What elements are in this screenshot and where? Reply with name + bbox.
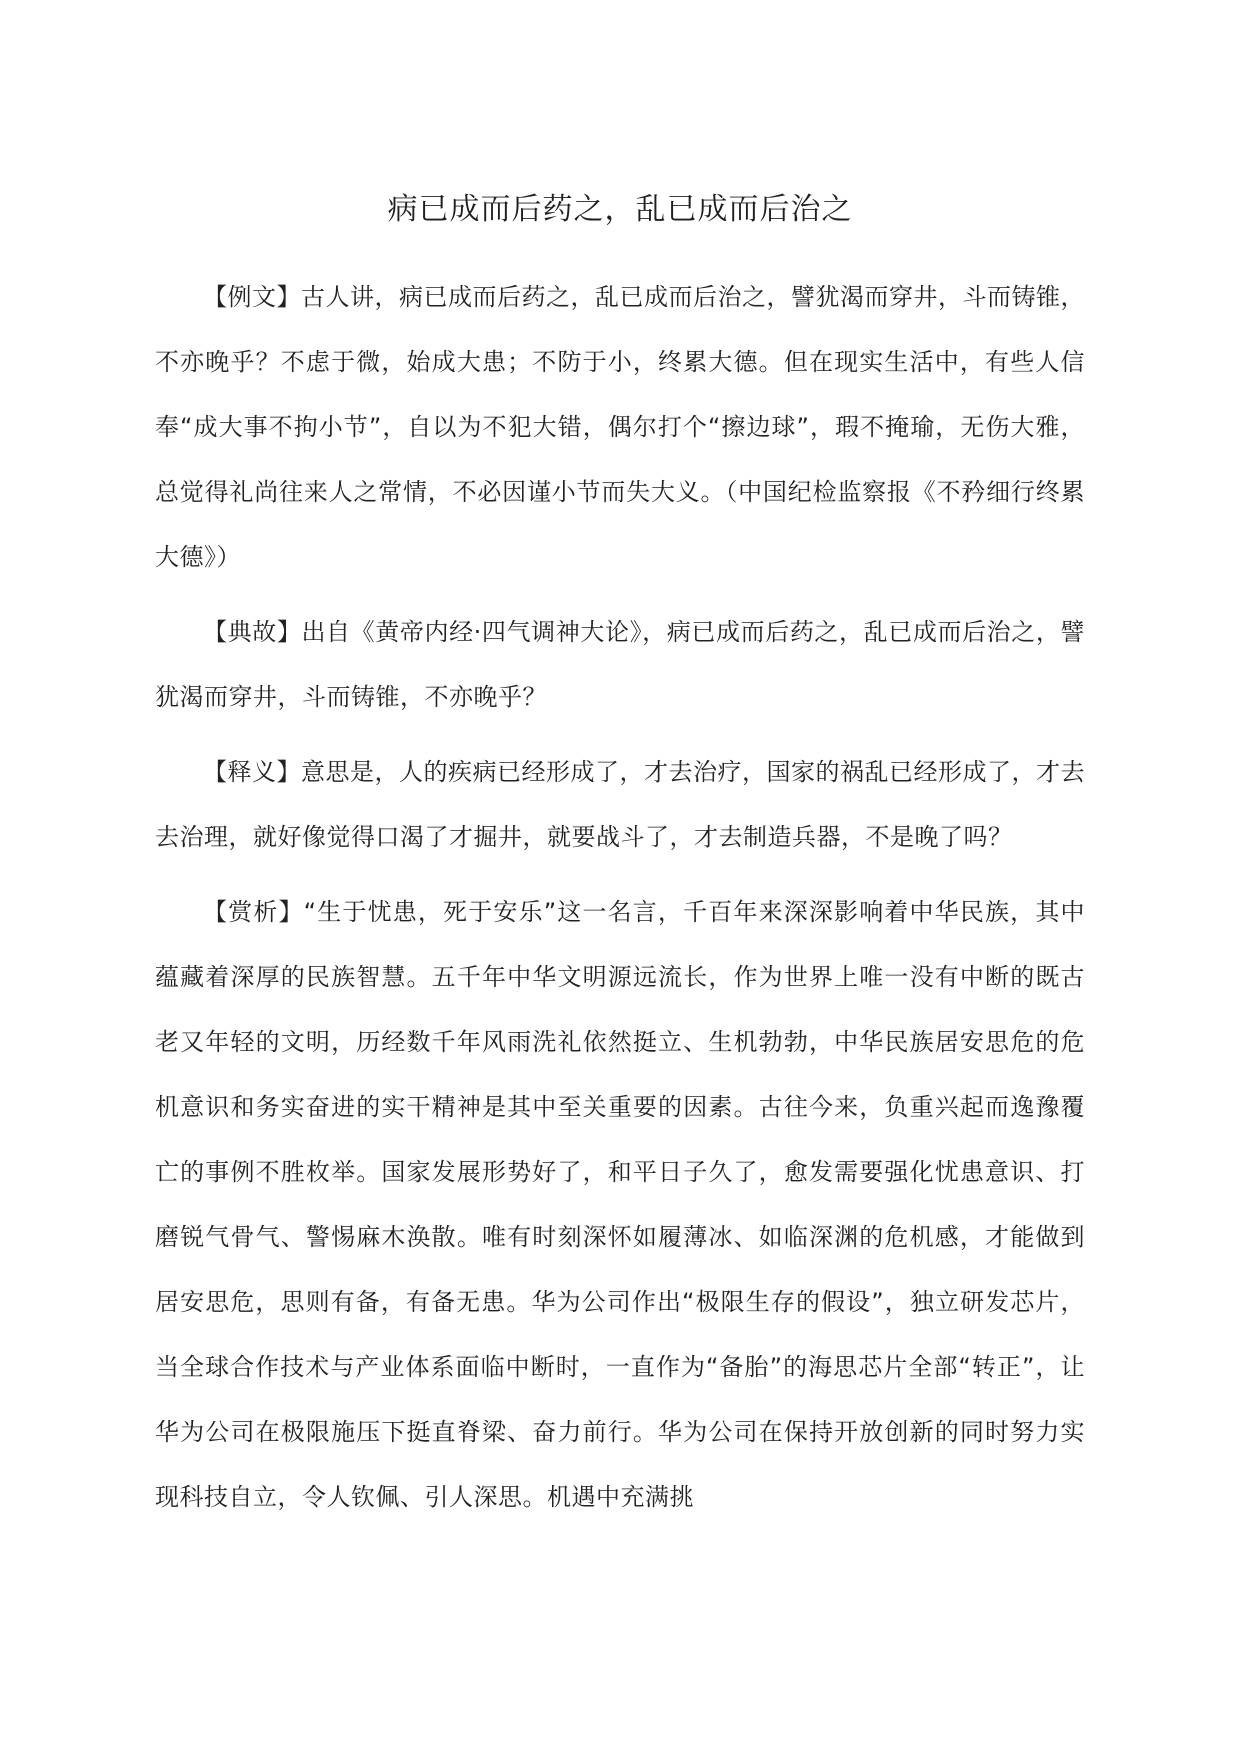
paragraph-meaning (155, 740, 1085, 870)
paragraph-appreciation (155, 880, 1085, 1530)
document-body (155, 265, 1085, 1530)
section-tag-meaning: 【释义】 (203, 758, 301, 786)
section-tag-allusion: 【典故】 (203, 618, 302, 646)
page-title: 病已成而后药之，乱已成而后治之 (387, 192, 853, 227)
paragraph-allusion (155, 600, 1085, 730)
section-text-appreciation: “生于忧患，死于安乐”这一名言，千百年来深深影响着中华民族，其中蕴藏着深厚的民族智慧。五千年中华文明源远流长，作为世界上唯一没有中断的既古老又年轻的文明，历经数千年风雨洗礼依然挺立、生机勃勃，中华民族居安思危的危机意识和务实奋进的实干精神是其中至关重要的因素。古往今来，负重兴起而逸豫覆亡的事例不胜枚举。国家发展形势好了，和平日子久了，愈发需要强化忧患意识、打磨锐气骨气、警惕麻木涣散。唯有时刻深怀如履薄冰、如临深渊的危机感，才能做到居安思危，思则有备，有备无患。华为公司作出“极限生存的假设”，独立研发芯片，当全球合作技术与产业体系面临中断时，一直作为“备胎”的海思芯片全部“转正”，让华为公司在极限施压下挺直脊梁、奋力前行。华为公司在保持开放创新的同时努力实现科技自立，令人钦佩、引人深思。机遇中充满挑 (155, 898, 1086, 1511)
paragraph-example (155, 265, 1085, 590)
section-tag-example: 【例文】 (203, 283, 301, 311)
section-text-example: 古人讲，病已成而后药之，乱已成而后治之，譬犹渴而穿井，斗而铸锥，不亦晚乎？不虑于微，始成大患；不防于小，终累大德。但在现实生活中，有些人信奉“成大事不拘小节”，自以为不犯大错，偶尔打个“擦边球”，瑕不掩瑜，无伤大雅，总觉得礼尚往来人之常情，不必因谨小节而失大义。（中国纪检监察报《不矜细行终累大德》） (155, 283, 1085, 571)
section-text-meaning: 意思是，人的疾病已经形成了，才去治疗，国家的祸乱已经形成了，才去去治理，就好像觉得口渴了才掘井，就要战斗了，才去制造兵器，不是晚了吗？ (155, 758, 1085, 851)
section-tag-appreciation: 【赏析】 (203, 898, 304, 926)
section-text-allusion: 出自《黄帝内经·四气调神大论》，病已成而后药之，乱已成而后治之，譬犹渴而穿井，斗而铸锥，不亦晚乎？ (155, 618, 1085, 711)
